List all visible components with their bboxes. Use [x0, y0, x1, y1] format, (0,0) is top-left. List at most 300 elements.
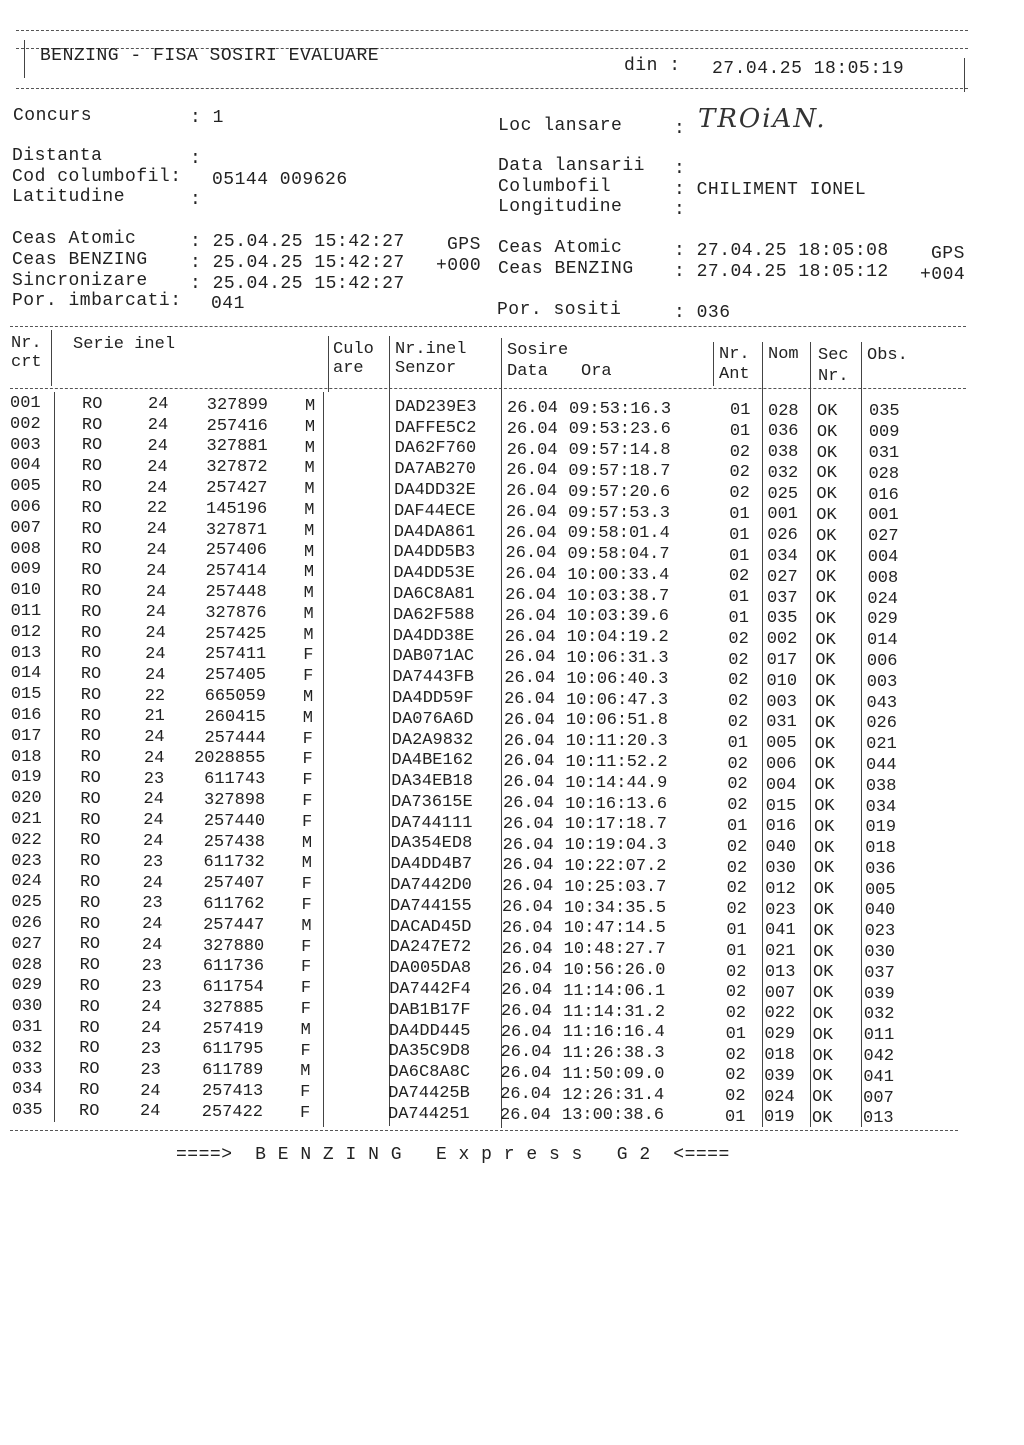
cell-ring-number: 257444: [204, 728, 266, 748]
cell-sec-status: OK: [817, 401, 838, 421]
cell-year: 24: [140, 1019, 162, 1039]
cell-country: RO: [80, 665, 102, 685]
cell-arrival-date: 26.04: [505, 502, 557, 522]
cell-nr-crt: 019: [11, 768, 42, 788]
cell-sensor-id: DA7442F4: [389, 980, 471, 1000]
table-row: [0, 685, 1024, 713]
cell-country: RO: [79, 893, 101, 913]
cell-arrival-date: 26.04: [500, 1085, 552, 1105]
cell-nr-ant: 02: [727, 796, 748, 816]
cell-sensor-id: DA74425B: [388, 1083, 470, 1103]
cell-nr-ant: 02: [727, 754, 748, 774]
table-row: [0, 706, 1024, 734]
cell-obs: 013: [863, 1109, 894, 1129]
cell-nom: 037: [766, 588, 798, 608]
cell-year: 24: [141, 936, 163, 956]
cell-obs: 023: [864, 922, 896, 942]
cell-nr-crt: 032: [11, 1038, 43, 1058]
table-row: [0, 872, 1024, 900]
cell-sex: F: [300, 1103, 311, 1123]
ceas-benzing-left-extra: +000: [436, 256, 482, 276]
cell-country: RO: [79, 997, 100, 1017]
cell-ring-number: 257425: [205, 624, 267, 644]
latitudine-value: :: [190, 190, 202, 210]
cell-nom: 023: [765, 900, 796, 920]
cell-sensor-id: DA076A6D: [391, 709, 474, 729]
ceas-atomic-right-label: Ceas Atomic: [498, 238, 623, 258]
cell-sex: F: [300, 999, 311, 1019]
cell-ring-number: 257414: [205, 562, 267, 582]
header-left-border: [24, 40, 25, 78]
table-row: [0, 518, 1024, 547]
cell-nr-ant: 02: [727, 713, 749, 732]
cell-sec-status: OK: [813, 921, 834, 941]
cell-nom: 017: [766, 651, 798, 670]
col-header-culo: Culo: [333, 340, 374, 359]
cell-nr-ant: 01: [730, 401, 751, 421]
cell-arrival-time: 10:34:35.5: [564, 898, 667, 918]
cell-country: RO: [81, 477, 103, 497]
cell-ring-number: 257413: [201, 1082, 264, 1102]
table-row: [0, 664, 1024, 692]
cell-nom: 001: [767, 505, 799, 525]
cell-nr-crt: 001: [10, 394, 41, 414]
header-right-border: [964, 58, 965, 92]
table-row: [0, 726, 1024, 755]
loc-lansare-value: :: [674, 119, 686, 139]
cell-ring-number: 611736: [202, 957, 265, 977]
cell-nr-ant: 01: [729, 505, 750, 525]
ceas-benzing-left-label: Ceas BENZING: [12, 250, 148, 270]
cell-ring-number: 257440: [203, 811, 266, 831]
cell-year: 24: [147, 457, 168, 477]
cell-nom: 041: [765, 921, 796, 941]
cell-nr-ant: 01: [728, 588, 750, 608]
cell-ring-number: 327871: [205, 520, 268, 540]
cell-sex: M: [302, 708, 313, 728]
cell-obs: 003: [866, 672, 898, 692]
cell-nr-crt: 008: [10, 539, 42, 559]
cell-nr-ant: 02: [726, 900, 747, 920]
cell-sex: M: [304, 417, 316, 437]
cell-sec-status: OK: [813, 963, 834, 983]
table-row: [0, 435, 1024, 464]
col-header-ora: Ora: [581, 362, 612, 381]
cell-sensor-id: DA4DD32E: [394, 481, 476, 501]
cell-nom: 004: [765, 775, 797, 795]
cell-sec-status: OK: [814, 713, 836, 733]
loc-lansare-label: Loc lansare: [498, 116, 623, 136]
col-header-serie-inel: Serie inel: [73, 335, 176, 354]
cell-sec-status: OK: [815, 651, 836, 671]
cell-nom: 021: [764, 942, 796, 962]
cell-country: RO: [81, 602, 102, 622]
cell-arrival-date: 26.04: [500, 1043, 552, 1063]
cell-ring-number: 257411: [205, 645, 267, 665]
cell-country: RO: [81, 415, 103, 435]
cell-year: 23: [140, 1060, 161, 1080]
cell-nr-ant: 02: [729, 484, 750, 504]
cell-country: RO: [79, 873, 101, 893]
cell-year: 23: [141, 977, 162, 997]
cell-nr-ant: 02: [727, 775, 748, 795]
cell-nr-crt: 007: [10, 518, 41, 538]
col-header-nr-inel: Nr.inel: [395, 340, 467, 359]
cell-arrival-date: 26.04: [506, 440, 558, 460]
cell-arrival-time: 11:14:06.1: [563, 981, 666, 1001]
cell-arrival-date: 26.04: [503, 773, 555, 793]
cell-sex: M: [304, 459, 315, 479]
cell-obs: 028: [868, 464, 900, 484]
cell-nom: 040: [765, 838, 797, 858]
cell-arrival-date: 26.04: [502, 835, 554, 855]
cell-sensor-id: DA005DA8: [389, 959, 472, 979]
ceas-benzing-right-value: : 27.04.25 18:05:12: [674, 262, 889, 282]
columbofil-label: Columbofil: [498, 177, 612, 197]
cell-ring-number: 2028855: [194, 749, 266, 769]
cell-year: 24: [143, 811, 164, 831]
cell-year: 22: [144, 686, 166, 706]
sincronizare-label: Sincronizare: [12, 271, 148, 291]
cell-nom: 010: [766, 671, 798, 691]
loc-lansare-handwritten: TROiAN.: [698, 104, 827, 134]
cell-year: 24: [146, 540, 167, 560]
cell-country: RO: [80, 810, 101, 830]
report-date-label: din :: [624, 56, 681, 76]
cell-country: RO: [79, 956, 101, 976]
cell-arrival-time: 10:25:03.7: [564, 877, 667, 897]
cell-nom: 006: [766, 754, 797, 774]
cell-sensor-id: DA4DD38E: [392, 626, 475, 646]
cell-obs: 030: [864, 943, 896, 963]
ceas-atomic-left-label: Ceas Atomic: [12, 229, 137, 249]
cell-obs: 027: [867, 527, 899, 547]
cell-sex: M: [301, 833, 313, 853]
imbarcati-label: Por. imbarcati:: [12, 291, 182, 311]
cell-country: RO: [81, 561, 102, 581]
cell-country: RO: [79, 935, 101, 955]
cell-sec-status: OK: [813, 838, 835, 858]
cell-obs: 019: [865, 818, 897, 838]
cell-nr-ant: 02: [728, 629, 749, 649]
cell-arrival-date: 26.04: [501, 960, 553, 980]
cell-nr-crt: 029: [11, 976, 43, 996]
cell-nr-crt: 021: [11, 809, 42, 829]
cell-sec-status: OK: [813, 880, 835, 900]
cell-arrival-time: 09:53:23.6: [568, 420, 671, 440]
report-title: BENZING - FISA SOSIRI EVALUARE: [40, 46, 380, 66]
cell-arrival-time: 09:57:53.3: [567, 503, 670, 523]
col-header-sec: Sec: [818, 346, 849, 365]
cell-ring-number: 257422: [201, 1102, 263, 1122]
cell-year: 24: [140, 1081, 161, 1101]
cell-sex: F: [302, 750, 313, 770]
cell-country: RO: [80, 706, 102, 726]
cell-obs: 005: [864, 880, 896, 900]
table-row: [0, 581, 1024, 609]
cell-sensor-id: DA6C8A8C: [388, 1063, 471, 1083]
cell-ring-number: 611743: [204, 770, 266, 790]
cell-sec-status: OK: [814, 755, 835, 775]
columbofil-value: : CHILIMENT IONEL: [674, 180, 867, 200]
cell-sensor-id: DA744251: [388, 1104, 470, 1124]
cell-arrival-date: 26.04: [500, 1105, 552, 1125]
cell-sensor-id: DA62F760: [394, 439, 477, 459]
cell-arrival-date: 26.04: [502, 814, 554, 834]
cell-country: RO: [81, 581, 102, 601]
cell-nr-ant: 02: [726, 837, 748, 857]
table-row: [0, 622, 1024, 651]
cell-nr-ant: 02: [729, 463, 750, 483]
cell-arrival-date: 26.04: [505, 523, 557, 543]
cell-obs: 040: [864, 901, 896, 921]
cell-arrival-time: 10:56:26.0: [563, 960, 666, 980]
cell-arrival-date: 26.04: [501, 918, 553, 938]
cell-arrival-date: 26.04: [501, 1001, 553, 1021]
cell-country: RO: [80, 685, 102, 705]
cell-ring-number: 145196: [206, 499, 268, 519]
cell-nr-ant: 02: [729, 442, 751, 462]
cell-obs: 044: [866, 755, 897, 775]
cell-sensor-id: DA4DD445: [388, 1021, 471, 1041]
cell-year: 24: [146, 561, 167, 581]
cell-year: 24: [148, 395, 169, 415]
col-header-senzor: Senzor: [395, 359, 457, 378]
cell-nr-crt: 004: [10, 456, 41, 476]
cell-year: 24: [143, 790, 164, 810]
col-header-nr-ant: Nr.: [719, 345, 750, 364]
cell-sensor-id: DA4DD5B3: [393, 543, 476, 563]
cell-ring-number: 257416: [206, 416, 268, 436]
cell-sec-status: OK: [813, 942, 834, 962]
cell-obs: 037: [864, 963, 895, 983]
cell-sec-status: OK: [814, 817, 835, 837]
cell-sec-status: OK: [813, 900, 834, 920]
cell-country: RO: [80, 769, 101, 789]
cell-nom: 012: [765, 879, 796, 899]
cell-arrival-time: 11:50:09.0: [562, 1064, 665, 1084]
cell-arrival-time: 10:11:52.2: [565, 753, 668, 773]
cell-arrival-date: 26.04: [504, 648, 556, 668]
cell-sex: M: [303, 563, 315, 583]
col-header-crt: crt: [11, 353, 42, 372]
cell-sensor-id: DA354ED8: [390, 834, 473, 854]
cell-nr-ant: 02: [725, 983, 747, 1003]
cell-arrival-date: 26.04: [500, 1064, 552, 1084]
cell-obs: 001: [868, 506, 899, 526]
cell-arrival-date: 26.04: [503, 752, 555, 772]
cell-sex: F: [302, 792, 313, 812]
cell-country: RO: [80, 852, 101, 872]
cell-year: 24: [145, 644, 166, 664]
cell-arrival-date: 26.04: [504, 690, 556, 710]
cell-nom: 007: [764, 983, 796, 1003]
cell-ring-number: 327898: [204, 790, 266, 810]
cell-obs: 041: [863, 1067, 894, 1087]
cell-nr-ant: 02: [728, 567, 750, 587]
table-row: [0, 934, 1024, 963]
cell-year: 24: [147, 478, 168, 498]
cell-nr-ant: 01: [728, 546, 750, 566]
cell-nom: 031: [766, 713, 797, 733]
cell-country: RO: [80, 644, 102, 664]
cell-nr-crt: 015: [10, 685, 42, 705]
ceas-atomic-left-value: : 25.04.25 15:42:27: [190, 232, 405, 252]
cell-sex: F: [300, 1041, 311, 1061]
cell-obs: 021: [866, 735, 897, 755]
cell-ring-number: 257447: [203, 915, 265, 935]
table-row: [0, 602, 1024, 630]
cell-obs: 038: [865, 776, 897, 796]
data-lansarii-value: :: [674, 159, 686, 179]
cell-sec-status: OK: [816, 485, 837, 505]
distanta-value: :: [190, 149, 202, 169]
cell-nom: 029: [764, 1025, 796, 1045]
cell-country: RO: [79, 1080, 100, 1100]
cell-nom: 025: [767, 484, 799, 504]
cell-obs: 009: [868, 423, 900, 443]
cell-arrival-time: 10:00:33.4: [567, 565, 670, 585]
cell-arrival-date: 26.04: [501, 939, 553, 959]
cell-country: RO: [81, 519, 102, 539]
table-row: [0, 955, 1024, 983]
cell-ring-number: 327899: [206, 395, 268, 415]
table-row: [0, 976, 1024, 1004]
cell-arrival-time: 13:00:38.6: [562, 1106, 665, 1126]
cell-year: 24: [146, 520, 167, 540]
table-header-rule: [10, 388, 966, 389]
cell-sensor-id: DAD239E3: [395, 397, 477, 417]
cell-arrival-date: 26.04: [502, 856, 554, 876]
cell-sex: M: [304, 521, 315, 541]
cell-country: RO: [79, 1018, 100, 1038]
table-row: [0, 477, 1024, 505]
cell-nr-crt: 005: [10, 477, 41, 497]
cell-obs: 039: [864, 984, 895, 1004]
cell-nr-crt: 028: [11, 955, 43, 975]
cell-sex: M: [302, 688, 314, 708]
cell-ring-number: 257427: [206, 479, 268, 499]
cell-nr-crt: 018: [11, 747, 42, 767]
cell-country: RO: [80, 789, 101, 809]
cell-nr-ant: 02: [728, 650, 749, 670]
cell-nom: 034: [767, 547, 798, 567]
cell-year: 24: [147, 416, 169, 436]
cell-sex: M: [301, 854, 312, 874]
table-row: [0, 498, 1024, 526]
cell-country: RO: [81, 457, 103, 477]
cell-sensor-id: DAF44ECE: [393, 501, 476, 521]
cell-sec-status: OK: [812, 1088, 833, 1108]
cell-arrival-time: 10:17:18.7: [564, 815, 667, 835]
cell-year: 23: [140, 1039, 162, 1059]
cell-sex: M: [304, 438, 315, 458]
cell-sec-status: OK: [815, 568, 837, 588]
cell-arrival-date: 26.04: [506, 482, 558, 502]
table-row: [0, 913, 1024, 942]
cell-year: 24: [142, 915, 163, 935]
cell-obs: 024: [867, 589, 899, 609]
cell-arrival-time: 10:06:40.3: [566, 669, 669, 689]
cell-arrival-time: 10:03:38.7: [567, 586, 670, 606]
cell-sensor-id: DA7443FB: [392, 668, 474, 688]
cell-arrival-time: 12:26:31.4: [562, 1085, 665, 1105]
cell-nr-ant: 02: [726, 858, 748, 878]
col-sep-nr-head: [51, 330, 52, 386]
cell-nr-ant: 02: [725, 1045, 746, 1065]
col-header-are: are: [333, 359, 364, 378]
cell-sensor-id: DA73615E: [391, 792, 473, 812]
cell-sec-status: OK: [816, 443, 838, 463]
cell-sensor-id: DAFFE5C2: [394, 418, 477, 438]
cell-year: 24: [142, 873, 163, 893]
cell-arrival-date: 26.04: [502, 897, 554, 917]
cell-sex: M: [301, 916, 312, 936]
cell-ring-number: 611789: [202, 1061, 264, 1081]
cell-obs: 014: [867, 631, 898, 651]
col-sep-culo-head: [328, 336, 329, 392]
header-top-rule: [16, 30, 968, 31]
cell-arrival-date: 26.04: [504, 606, 556, 626]
distanta-label: Distanta: [12, 146, 103, 166]
cell-obs: 008: [867, 568, 899, 588]
cell-arrival-time: 10:03:39.6: [566, 607, 669, 627]
cell-nom: 003: [766, 692, 797, 712]
cell-year: 24: [144, 728, 165, 748]
cell-nom: 022: [764, 1004, 796, 1024]
cell-obs: 031: [868, 444, 900, 464]
col-header-data: Data: [507, 362, 548, 381]
cell-nr-ant: 02: [727, 692, 749, 712]
cell-sex: F: [302, 812, 313, 832]
cell-nom: 038: [767, 443, 799, 463]
cell-sec-status: OK: [816, 505, 837, 525]
footer-banner: ====> B E N Z I N G E x p r e s s G 2 <====: [176, 1145, 730, 1165]
table-row: [0, 1101, 1024, 1129]
cell-arrival-date: 26.04: [506, 419, 558, 439]
cell-year: 24: [141, 998, 162, 1018]
cell-nr-crt: 010: [10, 581, 42, 601]
cell-nr-ant: 01: [727, 816, 748, 836]
cell-country: RO: [80, 831, 101, 851]
cell-sex: M: [305, 396, 316, 416]
cell-sec-status: OK: [815, 589, 837, 609]
cell-ring-number: 260415: [204, 707, 266, 727]
table-row: [0, 560, 1024, 588]
cell-arrival-time: 09:58:04.7: [567, 545, 670, 565]
cell-nom: 036: [767, 422, 799, 442]
cell-nr-crt: 003: [10, 435, 41, 455]
cell-country: RO: [81, 623, 102, 643]
cell-year: 23: [143, 769, 165, 789]
cell-sensor-id: DA2A9832: [391, 730, 474, 750]
cell-nr-ant: 01: [727, 733, 749, 753]
cell-nom: 032: [767, 463, 799, 483]
cell-arrival-date: 26.04: [503, 731, 555, 751]
cell-nr-crt: 034: [11, 1080, 43, 1100]
cell-ring-number: 257419: [202, 1019, 264, 1039]
col-header-nr: Nr.: [11, 334, 42, 353]
cell-nr-crt: 035: [12, 1101, 43, 1121]
cell-arrival-time: 11:26:38.3: [562, 1044, 665, 1064]
cell-country: RO: [81, 436, 103, 456]
cell-sex: F: [303, 646, 314, 666]
cell-sex: F: [301, 958, 312, 978]
cell-sec-status: OK: [812, 1046, 833, 1066]
cell-nr-crt: 025: [11, 893, 43, 913]
latitudine-label: Latitudine: [12, 187, 126, 207]
cell-sex: F: [301, 937, 312, 957]
